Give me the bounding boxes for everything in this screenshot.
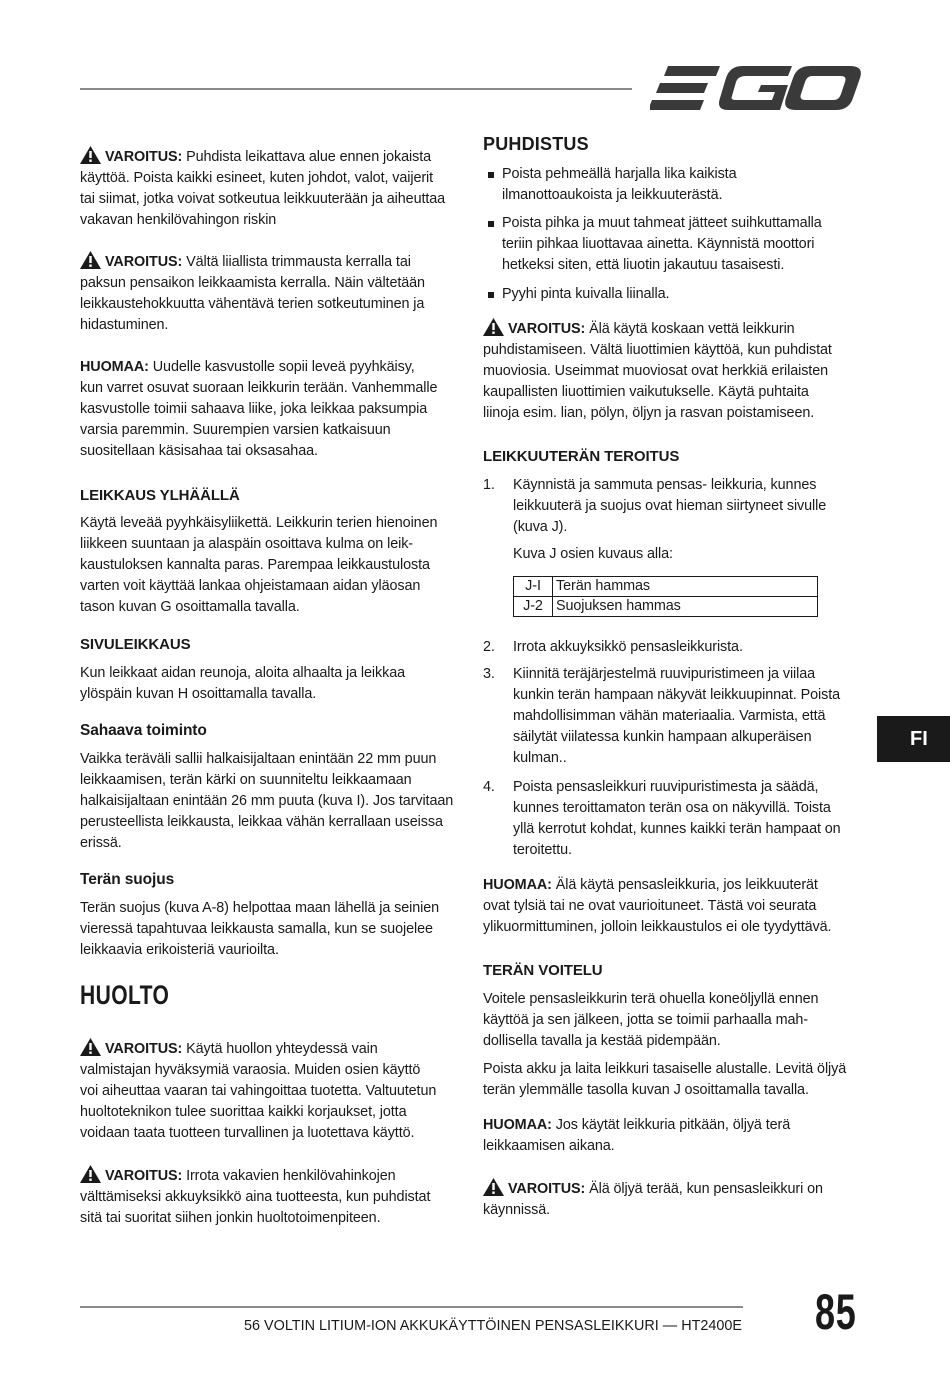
header-rule [80,88,632,90]
lubrication-text: Voitele pensasleikkurin terä ohuella koneöljyllä ennen käyttöä ja sen jälkeen, jotta se toimii parhaalla mah- dollisella tavalla ja kestää pidempään. [483,991,819,1049]
warning-trim: VAROITUS: Vältä liiallista trimmausta kerralla tai paksun pensaikon leikkaamista kerralla. Näin vältetään leikkaustehokkuutta vähentävä terien sotkeutuminen ja hidastuminen. [80,251,425,336]
footer-rule [80,1306,743,1308]
table-row: J-I Terän hammas [514,577,818,597]
warning-label: VAROITUS: [105,254,183,270]
parts-table [513,576,818,617]
warning-label: VAROITUS: [105,1041,183,1057]
bullet-square-icon [488,221,494,227]
language-tab: FI [877,716,950,762]
lubrication-text-2: Poista akku ja laita leikkuri tasaiselle alustalle. Levitä öljyä terän ylemmälle tasolla kuvan J osoittamalla tavalla. [483,1061,847,1098]
top-cut-text: Käytä leveää pyyhkäisyliikettä. Leikkurin terien hienoinen liikkeen suuntaan ja alaspäin osoittava kulma on leik- kaustuloksen kannalta paras. Parempaa leikkaustulosta varten voit käyttää lankaa ohjeistamaan aidan yläosan tason kuvan G osoittamalla tavalla. [80,515,438,615]
warning-icon [80,146,101,164]
heading-cleaning: PUHDISTUS [483,134,589,154]
note-label: HUOMAA: [80,359,149,375]
heading-side-cut: SIVULEIKKAUS [80,636,191,653]
warning-parts: VAROITUS: Käytä huollon yhteydessä vain valmistajan hyväksymiä varaosia. Muiden osien käyttö voi aiheuttaa vaaran tai vahingoittaa tuotetta. Valtuutetun huoltoteknikon tulee suorittaa kaikki korjaukset, jotta voidaan taata tuotteen turvallinen ja luotettava käyttö. [80,1038,436,1144]
warning-icon [80,1038,101,1056]
guard-text: Terän suojus (kuva A-8) helpottaa maan lähellä ja seinien vieressä tapahtuvaa leikkausta samalla, kun se suojelee leikkaavia erikoisteriä vaurioilta. [80,900,440,958]
saw-text: Vaikka teräväli sallii halkaisijaltaan enintään 22 mm puun leikkaamisen, terän kärki on suunniteltu leikkaamaan halkaisijaltaan enintään 26 mm puuta (kuva I). Jos tarvitaan perusteellista leikkausta, leikkaa vähän kerrallaan useissa erissä. [80,751,454,851]
note-label: HUOMAA: [483,877,552,893]
note-growth: HUOMAA: Uudelle kasvustolle sopii leveä pyyhkäisy, kun varret osuvat suoraan leikkurin terään. Vanhemmalle kasvustolle toimii sahaava liike, joka leikkaa paksumpia varsia paremmin. Suurempien varsien katkaisuun suositellaan käsisahaa tai oksasahaa. [80,359,438,459]
note-label: HUOMAA: [483,1117,552,1133]
heading-lubrication: TERÄN VOITELU [483,962,603,979]
warning-label: VAROITUS: [105,1168,183,1184]
warning-icon [80,251,101,269]
warning-icon [483,318,504,336]
heading-sharpening: LEIKKUUTERÄN TEROITUS [483,448,680,465]
page-number: 85 [815,1284,857,1340]
heading-top-cut: LEIKKAUS YLHÄÄLLÄ [80,487,240,504]
heading-guard: Terän suojus [80,871,175,888]
warning-label: VAROITUS: [508,321,586,337]
side-cut-text: Kun leikkaat aidan reunoja, aloita alhaalta ja leikkaa ylöspäin kuvan H osoittamalla tavalla. [80,665,406,702]
figure-caption: Kuva J osien kuvaus alla: [513,546,673,562]
bullet-square-icon [488,172,494,178]
note-dull-blades: HUOMAA: Älä käytä pensasleikkuria, jos leikkuuterät ovat tylsiä tai ne ovat vaurioituneet. Tästä voi seurata ylikuormittuminen, jolloin leikkaustulos ei ole tyydyttävä. [483,877,832,935]
footer-title: 56 VOLTIN LITIUM-ION AKKUKÄYTTÖINEN PENSASLEIKKURI — HT2400E [244,1318,742,1334]
warning-label: VAROITUS: [105,149,183,165]
warning-oil-running: VAROITUS: Älä öljyä terää, kun pensasleikkuri on käynnissä. [483,1178,823,1221]
warning-label: VAROITUS: [508,1181,586,1197]
heading-saw: Sahaava toiminto [80,722,207,739]
note-oil: HUOMAA: Jos käytät leikkuria pitkään, öljyä terä leikkaamisen aikana. [483,1117,791,1154]
warning-battery: VAROITUS: Irrota vakavien henkilövahinkojen välttämiseksi akkuyksikkö aina tuotteesta, kun puhdistat sitä tai suoritat siihen jonkin huoltotoimenpiteen. [80,1165,430,1229]
bullet-square-icon [488,292,494,298]
ego-logo [650,64,862,112]
warning-water: VAROITUS: Älä käytä koskaan vettä leikkurin puhdistamiseen. Vältä liuottimien käyttöä, kun puhdistat muoviosia. Useimmat muoviosat ovat herkkiä erilaisten kaupallisten liuottimien vaikutukselle. Käytä puhtaita liinoja esim. lian, pölyn, öljyn ja rasvan poistamiseen. [483,318,832,424]
warning-icon [80,1165,101,1183]
warning-prep: VAROITUS: Puhdista leikattava alue ennen jokaista käyttöä. Poista kaikki esineet, kuten johdot, valot, vaijerit tai siimat, jotka voivat sotkeutua leikkuuterään ja aiheuttaa vakavan henkilövahingon riskin [80,146,445,231]
table-row: J-2 Suojuksen hammas [514,597,818,617]
heading-maintenance: HUOLTO [80,980,170,1010]
warning-icon [483,1178,504,1196]
